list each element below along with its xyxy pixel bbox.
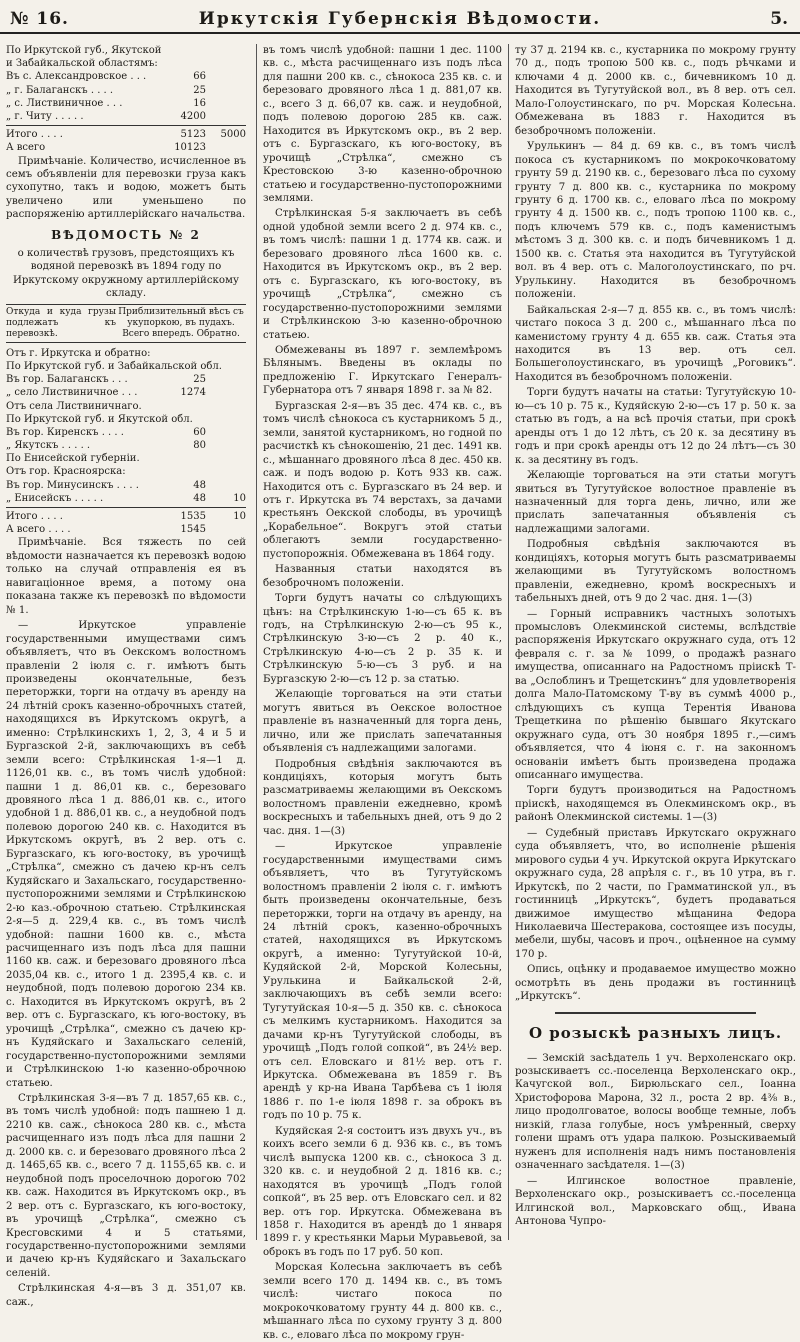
place-cell: Итого . . . . xyxy=(6,511,63,523)
issue-number: № 16. xyxy=(10,9,69,29)
table-row xyxy=(6,426,246,439)
vedomost-title: ВѢДОМОСТЬ № 2 xyxy=(51,227,201,242)
table-row xyxy=(6,44,246,57)
place-cell: „ с. Листвиничное . . . xyxy=(6,97,123,109)
table-row xyxy=(6,373,246,386)
article-text: Подробныя свѣдѣнія заключаются въ кондиціяхъ, которыя могутъ быть разсматриваемы желающими въ Тугутуйскомъ волостномъ правленіи, ежедневно, кромѣ воскресныхъ и табельныхъ дней, отъ 9 до 2 час. дня. xyxy=(515,539,796,605)
place-cell: „ Енисейскъ . . . . . xyxy=(6,492,104,504)
article: — Иркутское управленіе государственными имуществами симъ объявляетъ, что въ Тугутуйскомъ волостномъ правленіи 2 іюля с. г. имѣютъ быть произведены окончательные, безъ переторжки, торги на отдачу въ аренду, на 24 лѣтній срокъ, казенно-оброчныхъ статей, находящихся въ Иркутскомъ округѣ, а именно: Тугутуйской 10-й, Кудяйской 2-й, Морской Колесьны, Урулькина и Байкальской 2-й, заключающихъ въ себѣ земли всего: Тугутуйская 10-я—5 д. 350 кв. с. сѣнокоса съ мелкимъ кустарникомъ. Находится за дачами кр-нъ Тугутуйской слободы, въ урочищѣ „Подъ голой сопкой“, въ 24½ вер. отъ сел. Еловскаго и 81½ вер. отъ г. Иркутска. Обмежевана въ 1859 г. Въ арендѣ у кр-на Ивана Тарбѣева съ 1 іюля 1886 г. по 1-е іюля 1898 г. за оброкъ въ годъ по 10 р. 75 к. xyxy=(263,841,502,1122)
article: Обмежеваны въ 1897 г. землемѣромъ Бѣлянымъ. Введены въ оклады по предложенію Г. Иркутскаго Генералъ-Губернатора отъ 7 января 1898 г. за № 82. xyxy=(263,344,502,397)
weight-cell: 25 xyxy=(193,374,206,386)
return-cell xyxy=(206,70,246,83)
weight-cell: 1545 xyxy=(180,524,206,536)
article: — Иркутское управленіе государственными имуществами симъ объявляетъ, что въ Оекскомъ волостномъ правленіи 2 іюля с. г. имѣютъ быть произведены окончательные, безъ переторжки, торги на отдачу въ аренду на 24 лѣтній срокъ казенно-оброчныхъ статей, находящихся въ Иркутскомъ округѣ, а именно: Стрѣлкинскихъ 1, 2, 3, 4 и 5 и Бургазской 2-й, заключающихъ въ себѣ земли всего: Стрѣлкинская 1-я—1 д. 1126,01 кв. с., въ томъ числѣ удобной: пашни 1 д. 86,01 кв. с., березоваго дровяного лѣса 1 д. 886,01 кв. с., итого удобной 1 д. 886,01 кв. с., а неудобной подъ полевою дорогою 240 кв. с. Находится въ Иркутскомъ округѣ, въ 2 вер. отъ с. Бургазскаго, къ юго-востоку, въ урочищѣ „Стрѣлка“, смежно съ дачею кр-нъ селъ Кудяйскаго и Захальскаго, государственно-пустопорожними землями и Стрѣлкинскою 2-ю каз.-оброчною статьею. Стрѣлкинская 2-я—5 д. 229,4 кв. с., въ томъ числѣ удобной: пашни 1600 кв. с., мѣста расчищеннаго изъ подъ лѣса для пашни 1160 кв. саж. и березоваго дровяного лѣса 2035,04 кв. с., итого 1 д. 2395,4 кв. с. и неудобной, подъ полевою дорогою 234 кв. с. Находится въ Иркутскомъ округѣ, въ 2 вер. отъ с. Бургазскаго, къ юго-востоку, въ урочищѣ „Стрѣлка“, смежно съ дачею кр-нъ Кудяйскаго и Захальскаго селеній, государственно-пустопорожними землями и Стрѣлкинскою 1-ю казенно-оброчною статьею. xyxy=(6,620,246,1089)
article: Желающіе торговаться на эти статьи могутъ явиться въ Оекское волостное правленіе въ назначенный для торга день, лично, или же прислать запечатанныя объявленія съ надлежащими залогами. xyxy=(263,689,502,755)
place-cell: Въ с. Александровское . . . xyxy=(6,71,147,83)
weight-cell: 80 xyxy=(193,440,206,452)
article xyxy=(515,784,796,824)
return-cell: 10 xyxy=(233,492,246,504)
column-1 xyxy=(6,44,246,1308)
section-title: О розыскѣ разныхъ лицъ. xyxy=(528,1023,783,1042)
place-cell: „ село Листвиничное . . . xyxy=(6,387,138,399)
weight-cell: 10123 xyxy=(174,142,206,154)
weight-cell: 4200 xyxy=(180,110,206,122)
table-row xyxy=(6,110,246,123)
article: Стрѣлкинская 4-я—въ 3 д. 351,07 кв. саж., xyxy=(6,1283,246,1308)
weight-cell: 48 xyxy=(193,492,206,504)
table-row xyxy=(6,57,246,70)
place-cell: По Иркутской губ. и Забайкальской обл. xyxy=(6,360,222,372)
table-rule xyxy=(6,507,246,508)
return-cell xyxy=(206,386,246,399)
table-row xyxy=(6,510,246,523)
table-row xyxy=(6,523,246,536)
page-header xyxy=(0,6,800,34)
issue-mark: 1—(3) xyxy=(686,812,718,824)
table-row xyxy=(6,141,246,154)
note-2: Примѣчаніе. Вся тяжесть по сей вѣдомости назначается къ перевозкѣ водою только на случай отправленія ея въ навигаціонное время, а потому она показана также къ перевозкѣ по вѣдомости № 1. xyxy=(6,537,246,616)
article: Опись, оцѣнку и продаваемое имущество можно осмотрѣть въ день продажи въ гостинницѣ „Иркутскъ“. xyxy=(515,964,796,1003)
place-cell: Отъ гор. Красноярска: xyxy=(6,466,126,478)
table-row xyxy=(6,347,246,360)
article: Стрѣлкинская 3-я—въ 7 д. 1857,65 кв. с., въ томъ числѣ удобной: подъ пашнею 1 д. 2210 кв. саж., сѣнокоса 280 кв. с., мѣста расчищеннаго изъ подъ лѣса для пашни 2 д. 2000 кв. с. и березоваго дровяного лѣса 2 д. 1465,65 кв. с., всего 7 д. 1155,65 кв. с. и неудобной подъ проселочною дорогою 702 кв. саж. Находится въ Иркутскомъ окр., въ 2 вер. отъ с. Бургазскаго, къ юго-востоку, въ урочищѣ „Стрѣлка“, смежно съ Кресговскими 4 и 5 статьями, государственно-пустопорожними землями и дачею кр-нъ Кудяйскаго и Захальскаго селеній. xyxy=(6,1093,246,1279)
article: въ томъ числѣ удобной: пашни 1 дес. 1100 кв. с., мѣста расчищеннаго изъ подъ лѣса для пашни 200 кв. с., сѣнокоса 235 кв. с. и березоваго дровяного лѣса 1 д. 881,07 кв. с., всего 3 д. 66,07 кв. саж. и неудобной, подъ полевою дорогою 285 кв. саж. Находится въ Иркутскомъ окр., въ 2 вер. отъ с. Бургазскаго, къ юго-востоку, въ урочищѣ „Стрѣлка“, смежно съ Крестовскою 3-ю казенно-оброчною статьею и государственно-пустопорожними землями. xyxy=(263,45,502,204)
article: — Илгинское волостное правленіе, Верхоленскаго окр., розыскиваетъ сс.-поселенца Илгинской вол., Марковскаго общ., Ивана Антонова Чупро- xyxy=(515,1175,796,1227)
table-row xyxy=(6,400,246,413)
table-row xyxy=(6,479,246,492)
place-cell: „ г. Балаганскъ . . . . xyxy=(6,84,114,96)
place-cell: и Забайкальской областямъ: xyxy=(6,58,158,70)
place-cell: По Иркутской губ. и Якутской обл. xyxy=(6,413,193,425)
return-cell xyxy=(206,110,246,123)
issue-mark: 1—(3) xyxy=(721,593,753,605)
weight-cell xyxy=(158,57,208,70)
article: Кудяйская 2-я состоитъ изъ двухъ уч., въ коихъ всего земли 6 д. 936 кв. с., въ томъ числѣ выпуска 1200 кв. с., сѣнокоса 3 д. 320 кв. с. и неудобной 2 д. 1816 кв. с.; находятся въ урочищѣ „Подъ голой сопкой“, въ 25 вер. отъ Еловскаго сел. и 82 вер. отъ гор. Иркутска. Обмежевана въ 1858 г. Находится въ арендѣ до 1 января 1899 г. у крестьянки Марьи Муравьевой, за оброкъ въ годъ по 17 руб. 50 коп. xyxy=(263,1125,502,1258)
article-text: — Земскій засѣдатель 1 уч. Верхоленскаго окр. розыскиваетъ сс.-поселенца Верхоленскаго окр., Качугской вол., Бирюльскаго сел., Іоанна Христофорова Марона, 32 л., роста 2 вр. 4⅜ в., лицо продолговатое, волосы вообще темные, лобъ низкій, глаза голубые, носъ умѣренный, сверху голени шрамъ отъ удара палкою. Розыскиваемый нуженъ для исполненія надъ нимъ постановленія означеннаго засѣдателя. xyxy=(515,1052,796,1172)
place-cell: А всего xyxy=(6,142,46,154)
return-cell xyxy=(206,347,246,360)
table-header-right: Приблизительный вѣсъ съ укупоркою, въ пудахъ. Всего впередъ. Обратно. xyxy=(118,307,244,339)
return-cell xyxy=(206,141,246,154)
table-row xyxy=(6,360,246,373)
cargo-table-1 xyxy=(6,44,246,155)
weight-cell: 1274 xyxy=(180,387,206,399)
article: Стрѣлкинская 5-я заключаетъ въ себѣ одной удобной земли всего 2 д. 974 кв. с., въ томъ числѣ: пашни 1 д. 1774 кв. саж. и березоваго дровяного лѣса 1600 кв. с. Находится въ Иркутскомъ окр., въ 2 вер. отъ с. Бургазскаго, къ юго-востоку, въ урочищѣ „Стрѣлка“, смежно съ государственно-пустопорожними землями и Стрѣлкинскою 3-ю казенно-оброчною статьею. xyxy=(263,208,502,341)
place-cell: Отъ села Листвиничнаго. xyxy=(6,400,142,412)
table-header-left: Откуда и куда грузы подлежатъ къ перевозкѣ. xyxy=(6,307,116,339)
weight-cell: 60 xyxy=(193,426,206,438)
weight-cell: 1535 xyxy=(180,511,206,523)
article-text: Торги будутъ производиться на Радостномъ пріискѣ, находящемся въ Олекминскомъ окр., въ районѣ Олекминской системы. xyxy=(515,785,796,824)
weight-cell xyxy=(222,360,236,373)
return-cell: 10 xyxy=(233,511,246,523)
place-cell: По Иркутской губ., Якутской xyxy=(6,45,162,56)
place-cell: Отъ г. Иркутска и обратно: xyxy=(6,347,151,359)
note-1: Примѣчаніе. Количество, исчисленное въ семъ объявленіи для перевозки груза какъ сухопутно, такъ и водою, можетъ быть увеличено или уменьшено по распоряженію артиллерійскаго начальства. xyxy=(6,155,246,221)
article xyxy=(515,538,796,605)
article: ту 37 д. 2194 кв. с., кустарника по мокрому грунту 70 д., подъ тропою 500 кв. с., подъ рѣчками и ключами 4 д. 2000 кв. с., бичевникомъ 10 д. Находится въ Тугутуйской вол., въ 8 вер. отъ сел. Мало-Голоустинскаго, по рч. Морская Колесьна. Обмежевана въ 1883 г. Находится въ безоброчномъ положеніи. xyxy=(515,45,796,137)
issue-mark: 1—(3) xyxy=(653,1160,685,1172)
place-cell: Въ гор. Минусинскъ . . . . xyxy=(6,479,139,491)
return-cell xyxy=(206,523,246,536)
table-row xyxy=(6,452,246,465)
return-cell xyxy=(209,44,246,57)
article: Морская Колесьна заключаетъ въ себѣ земли всего 170 д. 1494 кв. с., въ томъ числѣ: чистаго покоса по мокрокочковатому грунту 44 д. 800 кв. с., мѣшаннаго лѣса по сухому грунту 3 д. 800 кв. с., еловаго лѣса по мокрому грун- xyxy=(263,1262,502,1341)
weight-cell xyxy=(154,465,206,478)
table-rule xyxy=(6,125,246,126)
return-cell xyxy=(206,465,246,478)
article: — Судебный приставъ Иркутскаго окружнаго суда объявляетъ, что, во исполненіе рѣшенія мирового судьи 4 уч. Иркутской округа Иркутскаго окружнаго суда, 28 апрѣля с. г., въ 10 утра, въ г. Иркутскѣ, по 2 части, по Грамматинской ул., въ гостинницѣ „Иркутскъ“, будетъ продаваться движимое имущество мѣщанина Федора Николаевича Шестеракова, состоящее изъ посуды, мебели, шубы, часовъ и проч., оцѣненное на сумму 170 р. xyxy=(515,827,796,960)
article xyxy=(263,758,502,839)
column-2 xyxy=(256,44,502,1341)
article: Торги будутъ начаты на статьи: Тугутуйскую 10-ю—съ 10 р. 75 к., Кудяйскую 2-ю—съ 17 р. 50 к. за статью въ годъ, а на всѣ прочія статьи, при срокѣ аренды отъ 1 до 12 лѣтъ, съ 20 к. за десятину въ годъ и при срокѣ аренды отъ 12 до 24 лѣтъ—съ 30 к. за десятину въ годъ. xyxy=(515,387,796,466)
article: Урулькинъ — 84 д. 69 кв. с., въ томъ числѣ покоса съ кустарникомъ по мокрокочковатому грунту 59 д. 2190 кв. с., березоваго лѣса по сухому грунту 7 д. 800 кв. с., кустарника по мокрому грунту 6 д. 1700 кв. с., еловаго лѣса по мокрому грунту 4 д. 1500 кв. с., подъ тропою 1100 кв. с., подъ ключемъ 579 кв. с., подъ каменистымъ мѣстомъ 3 д. 300 кв. с. и подъ бичевникомъ 1 д. 1500 кв. с. Статья эта находится въ Тугутуйской вол. въ 4 вер. отъ с. Малоголоустинскаго, по рч. Урулькину. Находится въ безоброчномъ положеніи. xyxy=(515,141,796,301)
return-cell xyxy=(206,479,246,492)
return-cell xyxy=(206,439,246,452)
section-divider xyxy=(555,1012,756,1014)
article xyxy=(515,1052,796,1173)
place-cell: Въ гор. Киренскъ . . . . xyxy=(6,426,124,438)
table-row xyxy=(6,413,246,426)
column-3 xyxy=(508,44,796,1240)
weight-cell: 48 xyxy=(193,479,206,491)
return-cell xyxy=(206,97,246,110)
table-row xyxy=(6,465,246,478)
table-row xyxy=(6,84,246,97)
weight-cell xyxy=(154,347,206,360)
vedomost-subtitle: о количествѣ грузовъ, предстоящихъ къ водяной перевозкѣ въ 1894 году по Иркутскому окружному артиллерійскому складу. xyxy=(13,247,239,299)
table-row xyxy=(6,439,246,452)
weight-cell xyxy=(154,452,206,465)
place-cell: По Енисейской губерніи. xyxy=(6,453,140,465)
article-text: Подробныя свѣдѣнія заключаются въ кондиціяхъ, которыя могутъ быть разсматриваемы желающими въ Оекскомъ волостномъ правленіи ежедневно, кромѣ воскресныхъ и табельныхъ дней, отъ 9 до 2 час. дня. xyxy=(263,758,502,837)
table-header xyxy=(6,304,246,342)
weight-cell: 66 xyxy=(193,71,206,83)
table-row xyxy=(6,70,246,83)
table-row xyxy=(6,97,246,110)
article: Названныя статьи находятся въ безоброчномъ положеніи. xyxy=(263,564,502,589)
return-cell xyxy=(206,452,246,465)
place-cell: А всего . . . . xyxy=(6,524,71,536)
return-cell xyxy=(206,373,246,386)
weight-cell: 25 xyxy=(193,84,206,96)
article: Бургазская 2-я—въ 35 дес. 474 кв. с., въ томъ числѣ сѣнокоса съ кустарникомъ 5 д., земли, занятой кустарникомъ, но годной по расчисткѣ къ сѣнокошенію, 21 дес. 1491 кв. с., мѣшаннаго дровяного лѣса 8 дес. 450 кв. саж. и подъ водою р. Котъ 933 кв. саж. Находится отъ с. Бургазскаго въ 24 вер. и отъ г. Иркутска въ 74 верстахъ, за дачами крестьянъ Оекской слободы, въ урочищѣ „Корабельное“. Вокругъ этой статьи облегаютъ земли государственно-пустопорожнія. Обмежевана въ 1864 году. xyxy=(263,400,502,560)
weight-cell xyxy=(154,400,206,413)
place-cell: „ Якутскъ . . . . . xyxy=(6,440,91,452)
table-row xyxy=(6,492,246,505)
cargo-table-2 xyxy=(6,347,246,537)
return-cell xyxy=(206,426,246,439)
table-row xyxy=(6,386,246,399)
weight-cell: 5123 xyxy=(180,129,206,141)
return-cell xyxy=(208,57,246,70)
weight-cell xyxy=(193,413,223,426)
article: Торги будутъ начаты со слѣдующихъ цѣнъ: на Стрѣлкинскую 1-ю—съ 65 к. въ годъ, на Стрѣлкинскую 2-ю—съ 95 к., Стрѣлкинскую 3-ю—съ 2 р. 40 к., Стрѣлкинскую 4-ю—съ 2 р. 35 к. и Стрѣлкинскую 5-ю—съ 3 руб. и на Бургазскую 2-ю—съ 12 р. за статью. xyxy=(263,593,502,685)
return-cell xyxy=(236,360,246,373)
issue-mark: 1—(3) xyxy=(313,825,346,837)
return-cell: 5000 xyxy=(220,129,246,141)
weight-cell: 16 xyxy=(193,97,206,109)
article: Байкальская 2-я—7 д. 855 кв. с., въ томъ числѣ: чистаго покоса 3 д. 200 с., мѣшаннаго лѣса по каменистому грунту 4 д. 655 кв. саж. Статья эта находится въ 13 вер. отъ сел. Большеголоустинскаго, въ урочищѣ „Роговикъ“. Находится въ безоброчномъ положеніи. xyxy=(515,304,796,383)
place-cell: Итого . . . . xyxy=(6,129,63,141)
newspaper-title: Иркутскія Губернскія Вѣдомости. xyxy=(198,9,602,29)
return-cell xyxy=(206,400,246,413)
article: — Горный исправникъ частныхъ золотыхъ промысловъ Олекминской системы, вслѣдствіе распоряженія Иркутскаго окружнаго суда, отъ 12 февраля с. г. за № 1099, о продажѣ разнаго имущества, описаннаго на Радостномъ пріискѣ Т-ва „Ослоблинъ и Трещетскинъ“ для удовлетворенія долга Мало-Патомскому Т-ву въ суммѣ 4000 р., слѣдующихъ съ купца Терентія Иванова Трещеткина по рѣшенію бывшаго Якутскаго окружнаго суда, отъ 30 ноября 1895 г.,—симъ объявляется, что 4 іюня с. г. на законномъ основаніи имѣетъ быть произведена продажа описаннаго имущества. xyxy=(515,608,796,782)
page-number: 5. xyxy=(770,9,788,29)
return-cell xyxy=(206,84,246,97)
place-cell: „ г. Читу . . . . . xyxy=(6,110,84,122)
table-row xyxy=(6,128,246,141)
place-cell: Въ гор. Балаганскъ . . . xyxy=(6,374,128,386)
weight-cell xyxy=(161,44,209,57)
article: Желающіе торговаться на эти статьи могутъ явиться въ Тугутуйское волостное правленіе въ назначенный для торга день, лично, или же прислать запечатанныя объявленія съ надлежащими залогами. xyxy=(515,470,796,535)
return-cell xyxy=(223,413,246,426)
